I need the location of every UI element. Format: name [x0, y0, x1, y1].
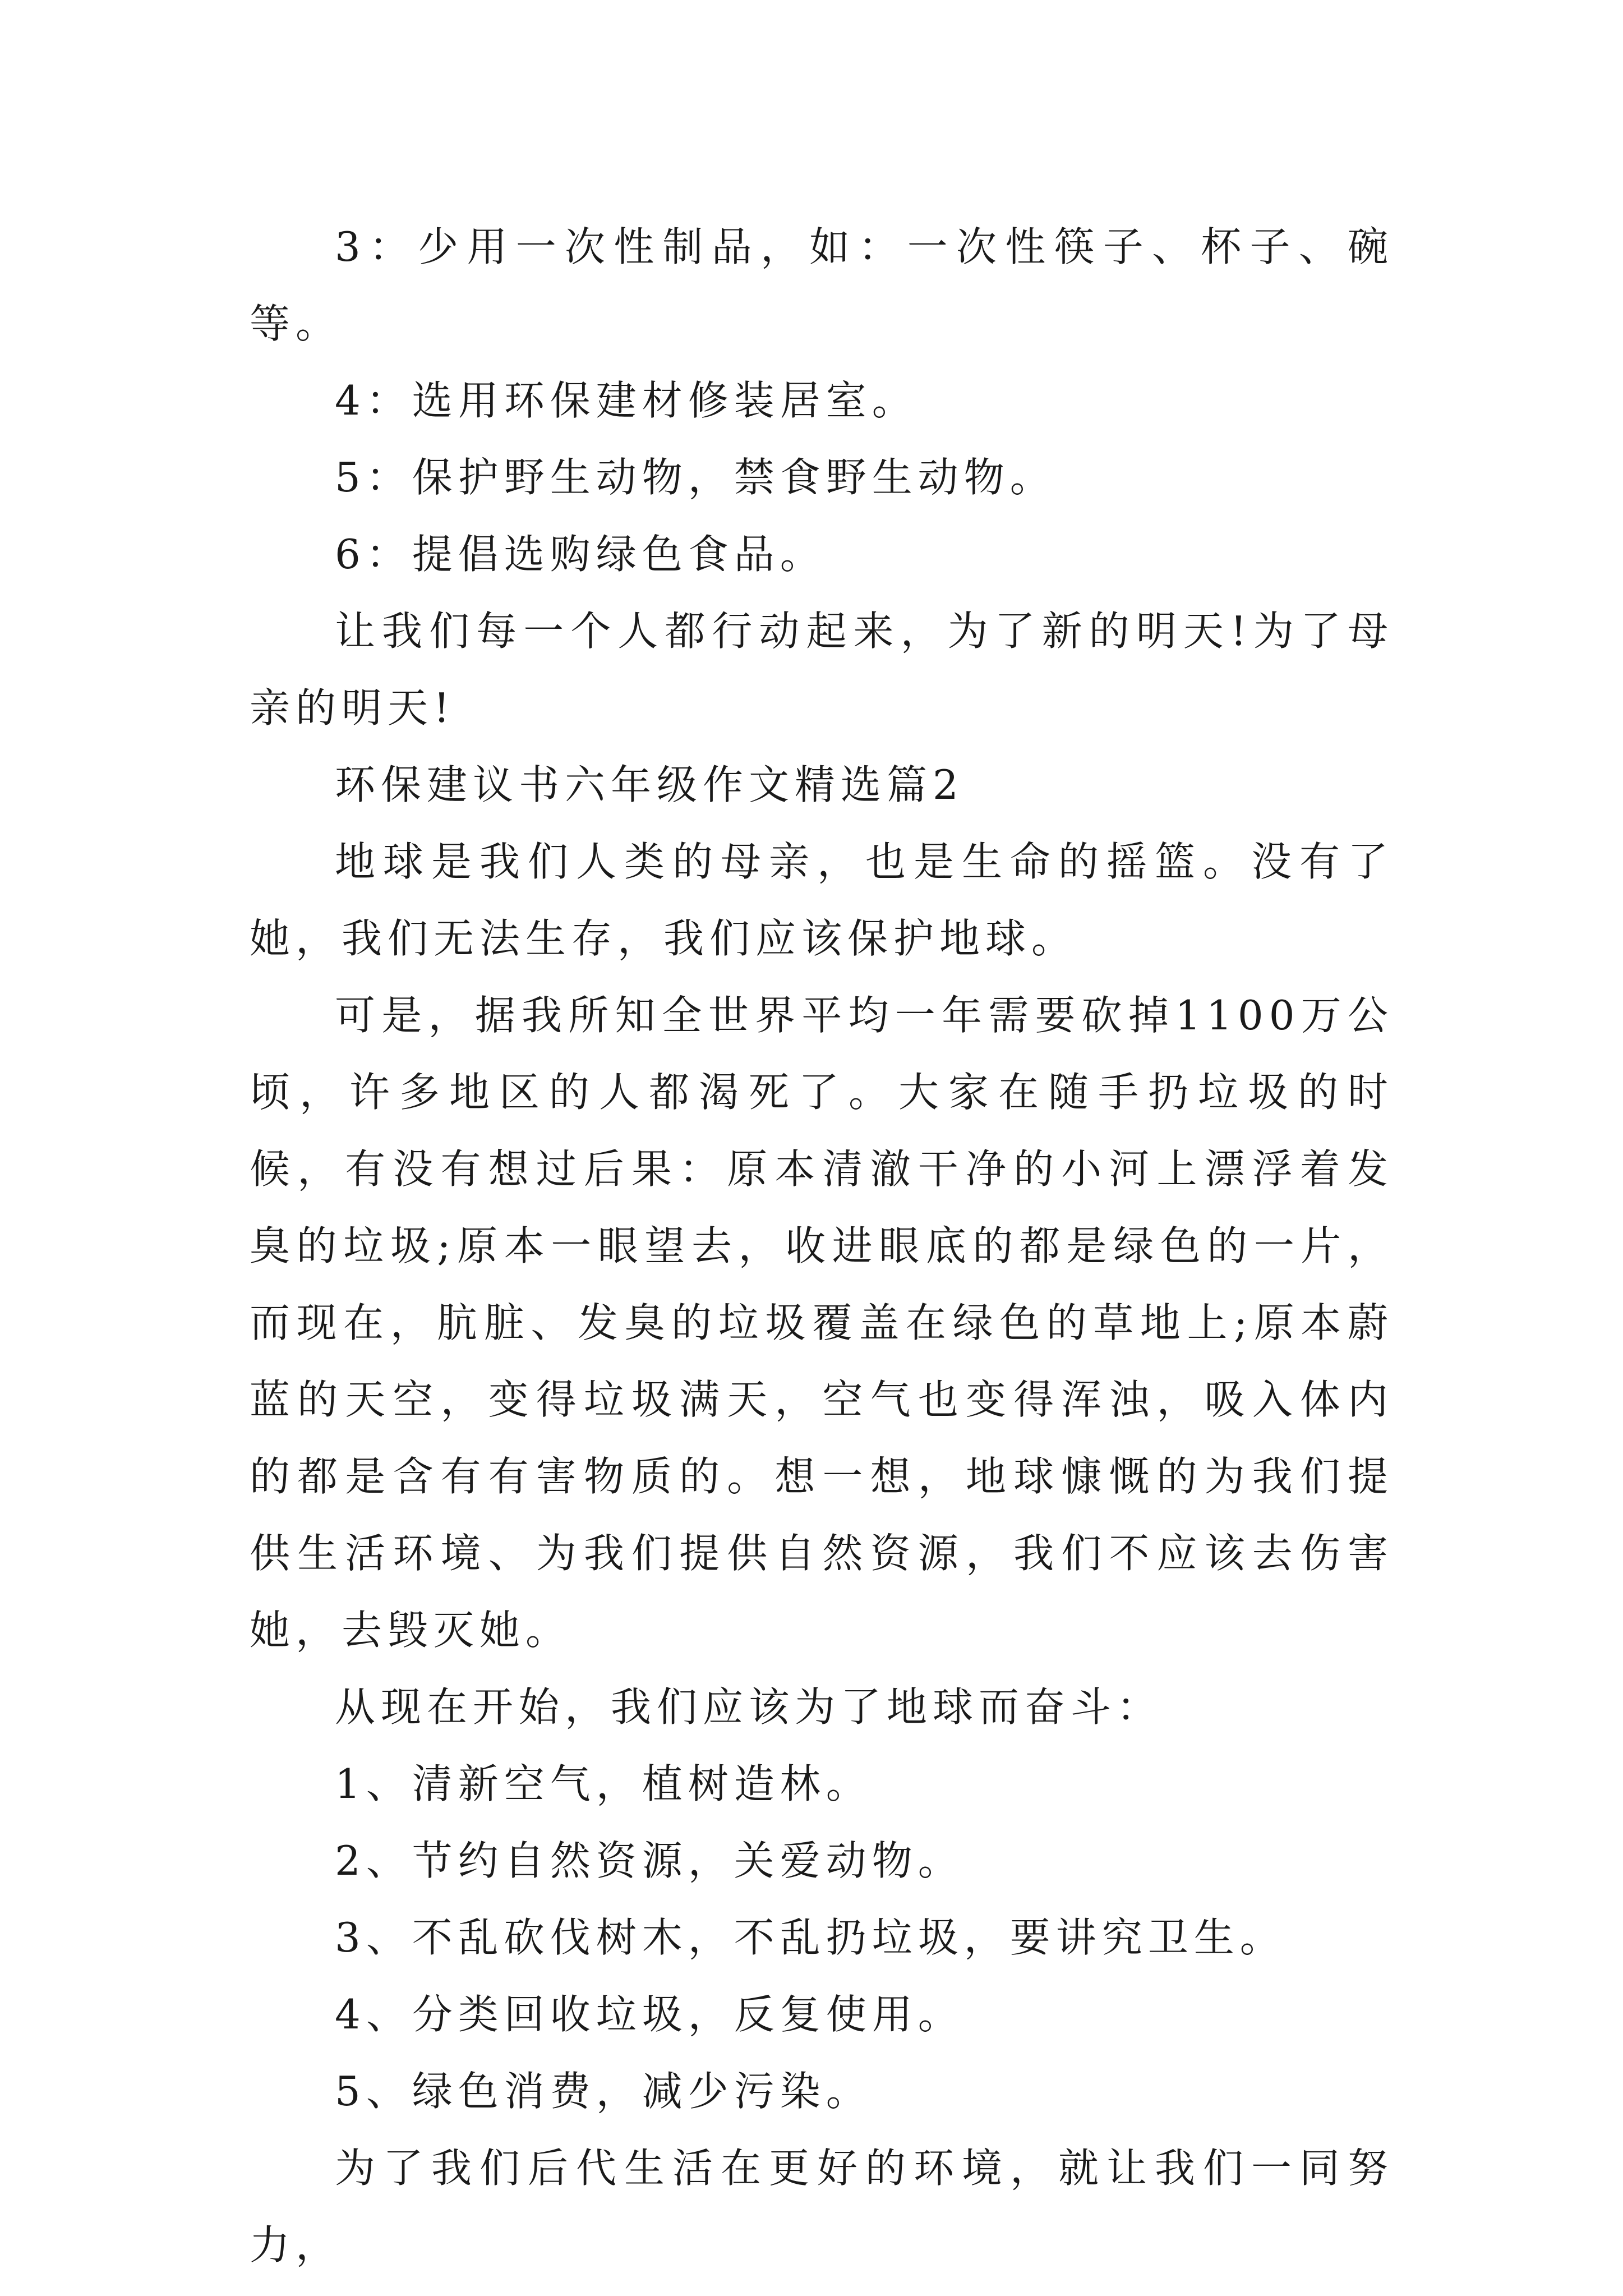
list-lead-paragraph: 从现在开始，我们应该为了地球而奋斗：: [335, 1683, 1163, 1731]
action-item-5: 5、绿色消费，减少污染。: [335, 2068, 872, 2115]
action-item-4: 4、分类回收垃圾，反复使用。: [335, 1991, 964, 2038]
list-item-4: 4：选用环保建材修装居室。: [335, 377, 918, 424]
list-item-3: 3：少用一次性制品，如：一次性筷子、杯子、碗等。: [250, 223, 1394, 347]
body-paragraph: 可是，据我所知全世界平均一年需要砍掉1100万公顷，许多地区的人都渴死了。大家在随手扔垃圾的时候，有没有想过后果：原本清澈干净的小河上漂浮着发臭的垃圾;原本一眼望去，收进眼底的都是绿色的一片，而现在，肮脏、发臭的垃圾覆盖在绿色的草地上;原本蔚蓝的天空，变得垃圾满天，空气也变得浑浊，吸入体内的都是含有有害物质的。想一想，地球慷慨的为我们提供生活环境、为我们提供自然资源，我们不应该去伤害她，去毁灭她。: [250, 992, 1394, 1654]
closing-paragraph: 让我们每一个人都行动起来，为了新的明天!为了母亲的明天!: [250, 608, 1394, 731]
document-body: [250, 209, 1394, 2284]
action-item-2: 2、节约自然资源，关爱动物。: [335, 1837, 964, 1884]
action-item-1: 1、清新空气，植树造林。: [335, 1760, 872, 1807]
action-item-3: 3、不乱砍伐树木，不乱扔垃圾，要讲究卫生。: [335, 1914, 1286, 1961]
intro-paragraph: 地球是我们人类的母亲，也是生命的摇篮。没有了她，我们无法生存，我们应该保护地球。: [250, 838, 1394, 962]
section-heading: 环保建议书六年级作文精选篇2: [335, 761, 964, 808]
list-item-6: 6：提倡选购绿色食品。: [335, 531, 826, 578]
list-item-5: 5：保护野生动物，禁食野生动物。: [335, 454, 1056, 501]
final-paragraph: 为了我们后代生活在更好的环境，就让我们一同努力，: [250, 2145, 1394, 2269]
